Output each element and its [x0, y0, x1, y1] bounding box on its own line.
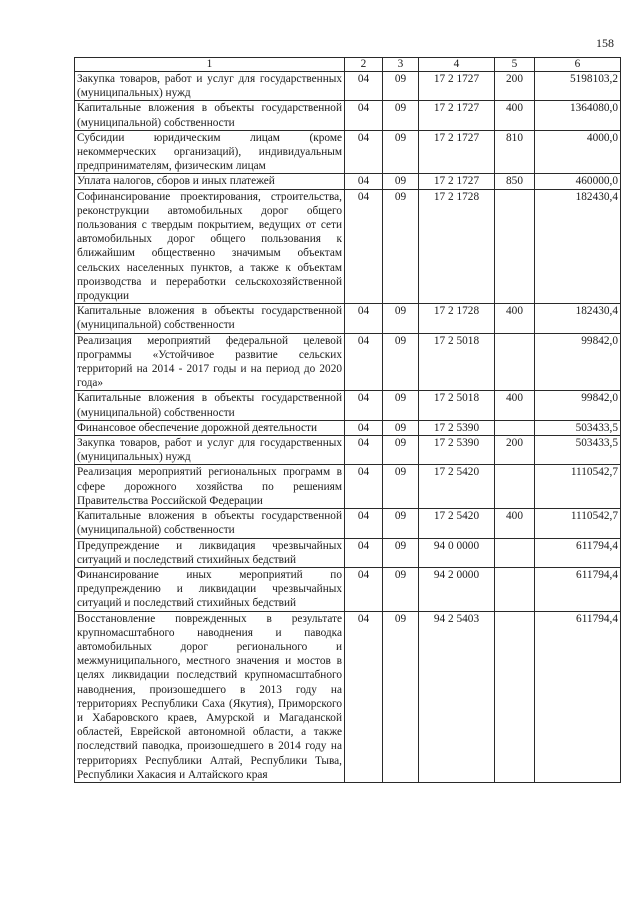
row-amount: 1110542,7	[535, 465, 621, 509]
row-name: Реализация мероприятий региональных программ в сфере дорожного хозяйства по решениям Правительства Российской Федерации	[75, 465, 345, 509]
table-row	[75, 538, 621, 567]
row-expense-type: 400	[495, 509, 535, 538]
row-amount: 611794,4	[535, 611, 621, 782]
row-amount: 460000,0	[535, 174, 621, 189]
header-col-2: 2	[345, 58, 383, 72]
row-target-article: 94 2 0000	[419, 567, 495, 611]
row-name: Финансовое обеспечение дорожной деятельности	[75, 420, 345, 435]
header-row	[75, 58, 621, 72]
row-expense-type	[495, 538, 535, 567]
row-subsection: 09	[383, 538, 419, 567]
table-row	[75, 567, 621, 611]
row-name: Закупка товаров, работ и услуг для государственных (муниципальных) нужд	[75, 436, 345, 465]
header-col-5: 5	[495, 58, 535, 72]
row-section: 04	[345, 436, 383, 465]
row-expense-type	[495, 333, 535, 391]
row-expense-type	[495, 611, 535, 782]
table-row	[75, 436, 621, 465]
row-target-article: 17 2 1727	[419, 174, 495, 189]
row-subsection: 09	[383, 174, 419, 189]
row-section: 04	[345, 465, 383, 509]
row-expense-type	[495, 567, 535, 611]
row-name: Уплата налогов, сборов и иных платежей	[75, 174, 345, 189]
row-section: 04	[345, 333, 383, 391]
table-body	[75, 72, 621, 783]
header-col-3: 3	[383, 58, 419, 72]
table-row	[75, 420, 621, 435]
row-section: 04	[345, 509, 383, 538]
table-row	[75, 72, 621, 101]
row-section: 04	[345, 420, 383, 435]
row-amount: 611794,4	[535, 538, 621, 567]
row-subsection: 09	[383, 391, 419, 420]
row-section: 04	[345, 538, 383, 567]
row-section: 04	[345, 611, 383, 782]
row-expense-type: 200	[495, 436, 535, 465]
row-subsection: 09	[383, 509, 419, 538]
row-amount: 611794,4	[535, 567, 621, 611]
row-expense-type: 850	[495, 174, 535, 189]
row-amount: 503433,5	[535, 420, 621, 435]
row-name: Капитальные вложения в объекты государственной (муниципальной) собственности	[75, 101, 345, 130]
row-subsection: 09	[383, 72, 419, 101]
row-target-article: 17 2 5420	[419, 509, 495, 538]
row-name: Капитальные вложения в объекты государственной (муниципальной) собственности	[75, 304, 345, 333]
row-expense-type: 400	[495, 391, 535, 420]
row-name: Закупка товаров, работ и услуг для государственных (муниципальных) нужд	[75, 72, 345, 101]
row-subsection: 09	[383, 611, 419, 782]
table-header	[75, 58, 621, 72]
row-section: 04	[345, 101, 383, 130]
row-expense-type	[495, 465, 535, 509]
table-row	[75, 391, 621, 420]
row-section: 04	[345, 391, 383, 420]
row-target-article: 94 0 0000	[419, 538, 495, 567]
row-name: Восстановление поврежденных в результате крупномасштабного наводнения и паводка автомобильных дорог регионального и межмуниципального, местного значения и мостов в целях ликвидации последствий крупномасштабного наводнения, произошедшего в 2013 году на территориях Республики Саха (Якутия), Приморского и Хабаровского краев, Амурской и Магаданской областей, Еврейской автономной области, а также последствий паводка, произошедшего в 2014 году на территориях Республики Алтай, Республики Тыва, Республики Хакасия и Алтайского края	[75, 611, 345, 782]
row-section: 04	[345, 567, 383, 611]
row-subsection: 09	[383, 101, 419, 130]
page-number: 158	[596, 36, 614, 50]
row-expense-type	[495, 420, 535, 435]
header-col-6: 6	[535, 58, 621, 72]
row-amount: 1364080,0	[535, 101, 621, 130]
row-subsection: 09	[383, 567, 419, 611]
budget-table	[74, 57, 621, 783]
row-subsection: 09	[383, 189, 419, 304]
row-expense-type: 400	[495, 101, 535, 130]
row-target-article: 94 2 5403	[419, 611, 495, 782]
header-col-4: 4	[419, 58, 495, 72]
table-row	[75, 611, 621, 782]
row-target-article: 17 2 1727	[419, 72, 495, 101]
row-target-article: 17 2 1727	[419, 130, 495, 174]
row-subsection: 09	[383, 436, 419, 465]
row-section: 04	[345, 174, 383, 189]
row-amount: 182430,4	[535, 189, 621, 304]
table-row	[75, 174, 621, 189]
row-section: 04	[345, 189, 383, 304]
row-name: Предупреждение и ликвидация чрезвычайных ситуаций и последствий стихийных бедствий	[75, 538, 345, 567]
header-col-1: 1	[75, 58, 345, 72]
row-amount: 5198103,2	[535, 72, 621, 101]
row-target-article: 17 2 1728	[419, 304, 495, 333]
table-row	[75, 101, 621, 130]
row-subsection: 09	[383, 304, 419, 333]
row-amount: 4000,0	[535, 130, 621, 174]
row-amount: 503433,5	[535, 436, 621, 465]
table-row	[75, 130, 621, 174]
row-expense-type: 200	[495, 72, 535, 101]
row-target-article: 17 2 5390	[419, 420, 495, 435]
row-name: Финансирование иных мероприятий по предупреждению и ликвидации чрезвычайных ситуаций и последствий стихийных бедствий	[75, 567, 345, 611]
row-expense-type: 810	[495, 130, 535, 174]
row-amount: 99842,0	[535, 333, 621, 391]
row-amount: 99842,0	[535, 391, 621, 420]
row-name: Капитальные вложения в объекты государственной (муниципальной) собственности	[75, 391, 345, 420]
table-row	[75, 304, 621, 333]
row-name: Капитальные вложения в объекты государственной (муниципальной) собственности	[75, 509, 345, 538]
row-target-article: 17 2 1727	[419, 101, 495, 130]
table-row	[75, 465, 621, 509]
row-name: Субсидии юридическим лицам (кроме некоммерческих организаций), индивидуальным предпринимателям, физическим лицам	[75, 130, 345, 174]
row-target-article: 17 2 5018	[419, 391, 495, 420]
row-target-article: 17 2 5018	[419, 333, 495, 391]
row-subsection: 09	[383, 333, 419, 391]
row-subsection: 09	[383, 130, 419, 174]
row-subsection: 09	[383, 465, 419, 509]
row-section: 04	[345, 304, 383, 333]
row-expense-type	[495, 189, 535, 304]
table-row	[75, 509, 621, 538]
row-expense-type: 400	[495, 304, 535, 333]
row-target-article: 17 2 1728	[419, 189, 495, 304]
row-target-article: 17 2 5420	[419, 465, 495, 509]
table-row	[75, 333, 621, 391]
row-section: 04	[345, 72, 383, 101]
row-subsection: 09	[383, 420, 419, 435]
row-amount: 1110542,7	[535, 509, 621, 538]
row-name: Софинансирование проектирования, строительства, реконструкции автомобильных дорог общего пользования с твердым покрытием, ведущих от сети автомобильных дорог общего пользования к ближайшим общественно значимым объектам сельских населенных пунктов, а также к объектам производства и переработки сельскохозяйственной продукции	[75, 189, 345, 304]
table-row	[75, 189, 621, 304]
row-section: 04	[345, 130, 383, 174]
row-name: Реализация мероприятий федеральной целевой программы «Устойчивое развитие сельских территорий на 2014 - 2017 годы и на период до 2020 года»	[75, 333, 345, 391]
row-amount: 182430,4	[535, 304, 621, 333]
row-target-article: 17 2 5390	[419, 436, 495, 465]
